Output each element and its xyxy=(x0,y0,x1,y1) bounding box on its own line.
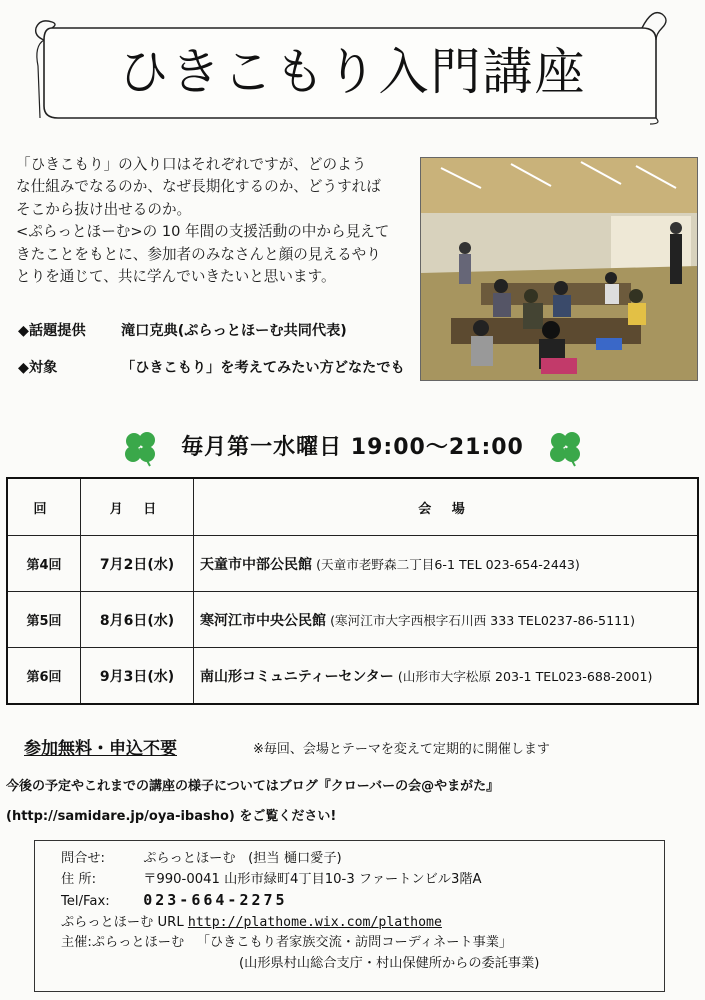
session-date: 7月2日(水) xyxy=(81,536,194,592)
tel-value: 023-664-2275 xyxy=(143,891,288,909)
target-value: 「ひきこもり」を考えてみたい方どなたでも xyxy=(120,360,405,376)
target-line xyxy=(18,357,405,377)
target-label: ◆対象 xyxy=(18,360,58,376)
contact-inquiry-row xyxy=(61,849,664,870)
inquiry-label: 問合せ: xyxy=(61,851,106,866)
clover-icon xyxy=(120,428,160,468)
table-row xyxy=(7,648,698,705)
venue-address: (天童市老野森二丁目6-1 TEL 023-654-2443) xyxy=(316,556,580,572)
intro-line: きたことをもとに、参加者のみなさんと顔の見えるやり xyxy=(16,245,381,263)
contact-tel-row xyxy=(61,890,664,913)
contact-host-note-row xyxy=(61,954,664,975)
address-value: 〒990-0041 山形市緑町4丁目10-3 ファートンビル3階A xyxy=(143,871,482,887)
table-row xyxy=(7,592,698,648)
table-header-row xyxy=(7,478,698,536)
header-date: 月 日 xyxy=(81,478,194,536)
inquiry-person: (担当 樋口愛子) xyxy=(248,851,342,866)
host-value: 「ひきこもり者家族交流・訪問コーディネート事業」 xyxy=(196,935,513,950)
schedule-text: 毎月第一水曜日 19:00〜21:00 xyxy=(181,435,524,460)
inquiry-value: ぷらっとほーむ xyxy=(143,851,236,866)
free-admission: 参加無料・申込不要 xyxy=(24,739,177,759)
header-venue: 会 場 xyxy=(194,478,699,536)
session-venue xyxy=(194,536,699,592)
venue-name: 天童市中部公民館 xyxy=(200,556,312,573)
contact-box xyxy=(34,840,665,992)
contact-url-row xyxy=(61,913,664,934)
host-note: (山形県村山総合支庁・村山保健所からの委託事業) xyxy=(239,955,540,971)
contact-address-row xyxy=(61,870,664,891)
venue-name: 南山形コミュニティーセンター xyxy=(200,668,394,685)
session-venue xyxy=(194,648,699,705)
session-venue xyxy=(194,592,699,648)
venue-name: 寒河江市中央公民館 xyxy=(200,612,326,629)
tel-label: Tel/Fax: xyxy=(61,894,110,909)
session-date: 8月6日(水) xyxy=(81,592,194,648)
page-title: ひきこもり入門講座 xyxy=(118,43,587,101)
intro-line: とりを通じて、共に学んでいきたいと思います。 xyxy=(16,268,336,286)
session-no: 第4回 xyxy=(7,536,81,592)
intro-text xyxy=(16,154,411,288)
schedule-table xyxy=(6,477,699,705)
topic-label: ◆話題提供 xyxy=(18,323,86,339)
session-no: 第5回 xyxy=(7,592,81,648)
intro-line: <ぷらっとほーむ>の 10 年間の支援活動の中から見えて xyxy=(16,223,390,241)
schedule-line xyxy=(0,428,705,468)
blog-url-line: (http://samidare.jp/oya-ibasho) をご覧ください! xyxy=(6,809,337,824)
session-date: 9月3日(水) xyxy=(81,648,194,705)
topic-value: 滝口克典(ぷらっとほーむ共同代表) xyxy=(120,323,347,339)
intro-line: そこから抜け出せるのか。 xyxy=(16,200,192,218)
address-label: 住 所: xyxy=(61,871,97,887)
blog-line: 今後の予定やこれまでの講座の様子についてはブログ『クローバーの会@やまがた』 xyxy=(6,779,500,794)
venue-address: (山形市大字松原 203-1 TEL023-688-2001) xyxy=(397,668,653,684)
contact-host-row xyxy=(61,933,664,954)
host-label: 主催:ぷらっとほーむ xyxy=(61,935,185,950)
clover-icon xyxy=(545,428,585,468)
venue-address: (寒河江市大字西根字石川西 333 TEL0237-86-5111) xyxy=(330,612,636,628)
intro-line: 「ひきこもり」の入り口はそれぞれですが、どのよう xyxy=(16,156,367,173)
intro-line: な仕組みでなるのか、なぜ長期化するのか、どうすれば xyxy=(16,178,381,196)
table-row xyxy=(7,536,698,592)
website-link[interactable]: http://plathome.wix.com/plathome xyxy=(187,914,442,930)
url-label: ぷらっとほーむ URL xyxy=(61,914,184,930)
topic-line xyxy=(18,320,347,340)
seminar-photo xyxy=(420,157,698,381)
schedule-note: ※毎回、会場とテーマを変えて定期的に開催します xyxy=(253,742,550,757)
header-no: 回 xyxy=(7,478,81,536)
session-no: 第6回 xyxy=(7,648,81,705)
